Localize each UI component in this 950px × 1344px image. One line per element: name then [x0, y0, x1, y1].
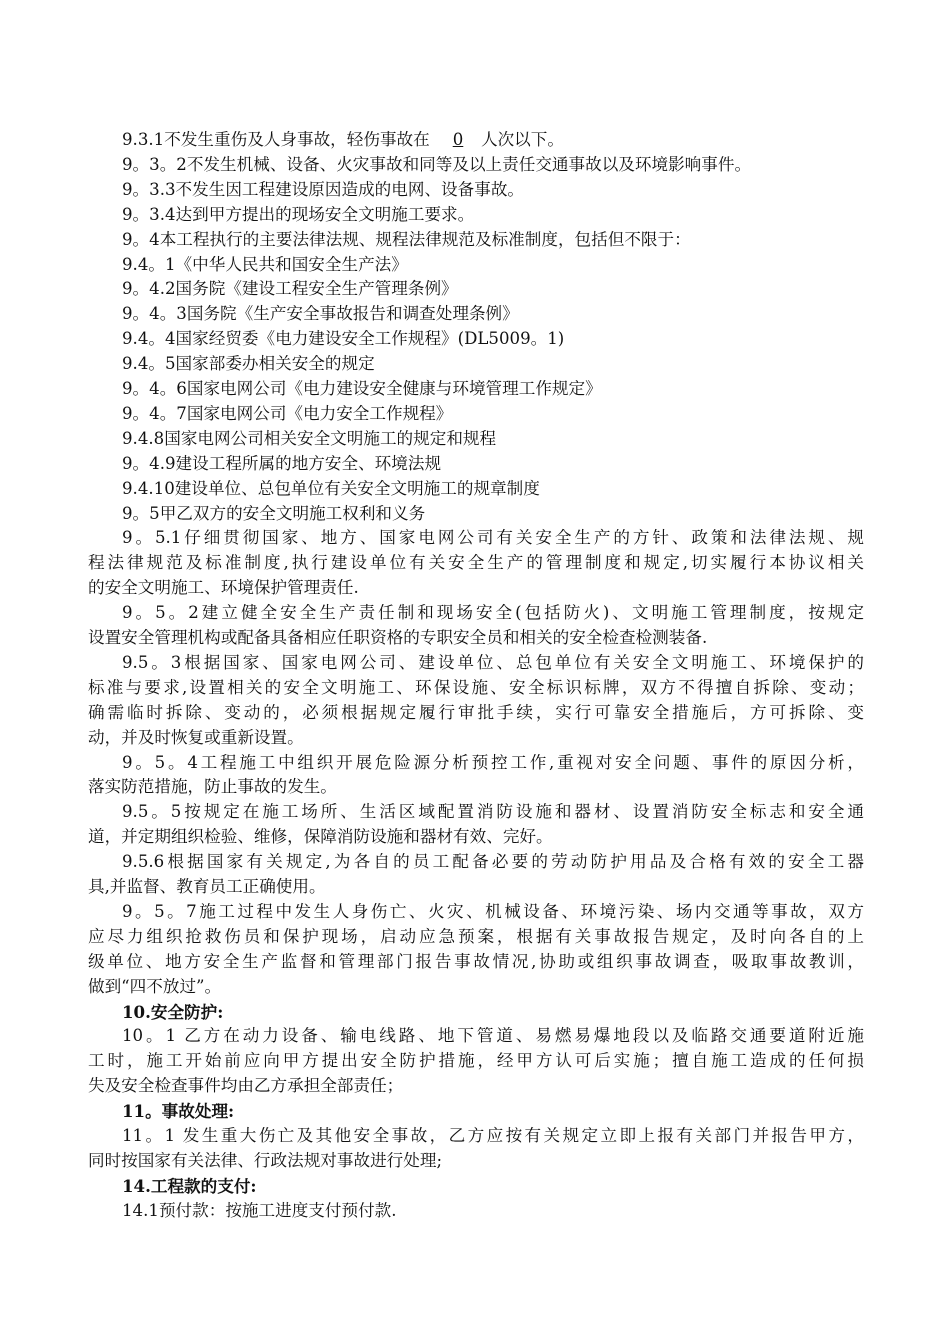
paragraph-line: 标准与要求,设置相关的安全文明施工、环保设施、安全标识标牌，双方不得擅自拆除、变动；: [88, 677, 864, 697]
paragraph-line: 失及安全检查事件均由乙方承担全部责任；: [88, 1076, 404, 1096]
paragraph-first-line: 9.4.8国家电网公司相关安全文明施工的规定和规程: [122, 428, 497, 448]
paragraph-first-line: 9.4.10建设单位、总包单位有关安全文明施工的规章制度: [122, 478, 540, 498]
paragraph-line: 确需临时拆除、变动的，必须根据规定履行审批手续，实行可靠安全措施后，方可拆除、变: [88, 702, 864, 722]
paragraph-first-line: 9。5甲乙双方的安全文明施工权利和义务: [122, 503, 426, 523]
paragraph-first-line: 9.4。4国家经贸委《电力建设安全工作规程》(DL5009。1): [122, 329, 565, 349]
paragraph-line: 落实防范措施，防止事故的发生。: [88, 777, 337, 797]
paragraph-first-line: 9.5。5按规定在施工场所、生活区域配置消防设施和器材、设置消防安全标志和安全通: [122, 802, 864, 822]
paragraph-first-line: 9。4。6国家电网公司《电力建设安全健康与环境管理工作规定》: [122, 379, 602, 398]
paragraph-line: 程法律规范及标准制度,执行建设单位有关安全生产的管理制度和规定,切实履行本协议相关: [88, 553, 864, 573]
paragraph-first-line: 9.5.6根据国家有关规定,为各自的员工配备必要的劳动防护用品及合格有效的安全工器: [122, 852, 864, 872]
section-heading: 10.安全防护:: [122, 1001, 224, 1022]
paragraph-line: 动，并及时恢复或重新设置。: [88, 727, 304, 747]
paragraph-line: 同时按国家有关法律、行政法规对事故进行处理;: [88, 1150, 443, 1170]
paragraph-first-line: 9。4本工程执行的主要法律法规、规程法律规范及标准制度，包括但不限于：: [122, 229, 691, 249]
paragraph-first-line: 9。3.3不发生因工程建设原因造成的电网、设备事故。: [122, 179, 525, 199]
paragraph-first-line: 9。4.2国务院《建设工程安全生产管理条例》: [122, 279, 458, 299]
underlined-blank-value: 0: [452, 130, 464, 149]
paragraph-first-line: 9.4。1《中华人民共和国安全生产法》: [122, 254, 408, 274]
paragraph-line: 应尽力组织抢救伤员和保护现场，启动应急预案，根据有关事故报告规定，及时向各自的上: [88, 926, 864, 946]
paragraph-line: 具,并监督、教育员工正确使用。: [88, 877, 326, 896]
paragraph-first-line: 9。5。4工程施工中组织开展危险源分析预控工作,重视对安全问题、事件的原因分析，: [122, 752, 864, 772]
paragraph-first-line: 9。5.1仔细贯彻国家、地方、国家电网公司有关安全生产的方针、政策和法律法规、规: [122, 528, 864, 548]
section-heading: 11。事故处理:: [122, 1101, 235, 1122]
paragraph-first-line: [122, 128, 864, 152]
paragraph-first-line: 14.1预付款：按施工进度支付预付款.: [122, 1200, 397, 1220]
paragraph-line: 设置安全管理机构或配备具备相应任职资格的专职安全员和相关的安全检查检测装备.: [88, 628, 708, 647]
paragraph-first-line: 9。4.9建设工程所属的地方安全、环境法规: [122, 453, 442, 473]
paragraph-first-line: 9。4。7国家电网公司《电力安全工作规程》: [122, 403, 453, 423]
paragraph-first-line: 9。3.4达到甲方提出的现场安全文明施工要求。: [122, 204, 475, 224]
paragraph-first-line: 11。1 发生重大伤亡及其他安全事故，乙方应按有关规定立即上报有关部门并报告甲方，: [122, 1126, 864, 1145]
text-after-blank: 人次以下。: [481, 130, 564, 149]
paragraph-line: 道，并定期组织检验、维修，保障消防设施和器材有效、完好。: [88, 827, 553, 847]
paragraph-first-line: 9。5。7施工过程中发生人身伤亡、火灾、机械设备、环境污染、场内交通等事故，双方: [122, 901, 864, 921]
paragraph-first-line: 9。5。2建立健全安全生产责任制和现场安全(包括防火)、文明施工管理制度，按规定: [122, 603, 864, 623]
paragraph-first-line: 9。3。2不发生机械、设备、火灾事故和同等及以上责任交通事故以及环境影响事件。: [122, 154, 752, 174]
paragraph-first-line: 9.4。5国家部委办相关安全的规定: [122, 354, 375, 374]
paragraph-line: 工时，施工开始前应向甲方提出安全防护措施，经甲方认可后实施；擅自施工造成的任何损: [88, 1051, 864, 1071]
paragraph-line: 的安全文明施工、环境保护管理责任.: [88, 578, 359, 598]
section-heading: 14.工程款的支付:: [122, 1175, 257, 1196]
paragraph-line: 级单位、地方安全生产监督和管理部门报告事故情况,协助或组织事故调查，吸取事故教训，: [88, 951, 864, 971]
paragraph-first-line: 9.5。3根据国家、国家电网公司、建设单位、总包单位有关安全文明施工、环境保护的: [122, 652, 864, 672]
paragraph-first-line: 10。1 乙方在动力设备、输电线路、地下管道、易燃易爆地段以及临路交通要道附近施: [122, 1026, 864, 1046]
text-before-blank: 9.3.1不发生重伤及人身事故，轻伤事故在: [122, 130, 435, 149]
paragraph-line: 做到“四不放过”。: [88, 976, 222, 996]
paragraph-first-line: 9。4。3国务院《生产安全事故报告和调查处理条例》: [122, 304, 519, 324]
